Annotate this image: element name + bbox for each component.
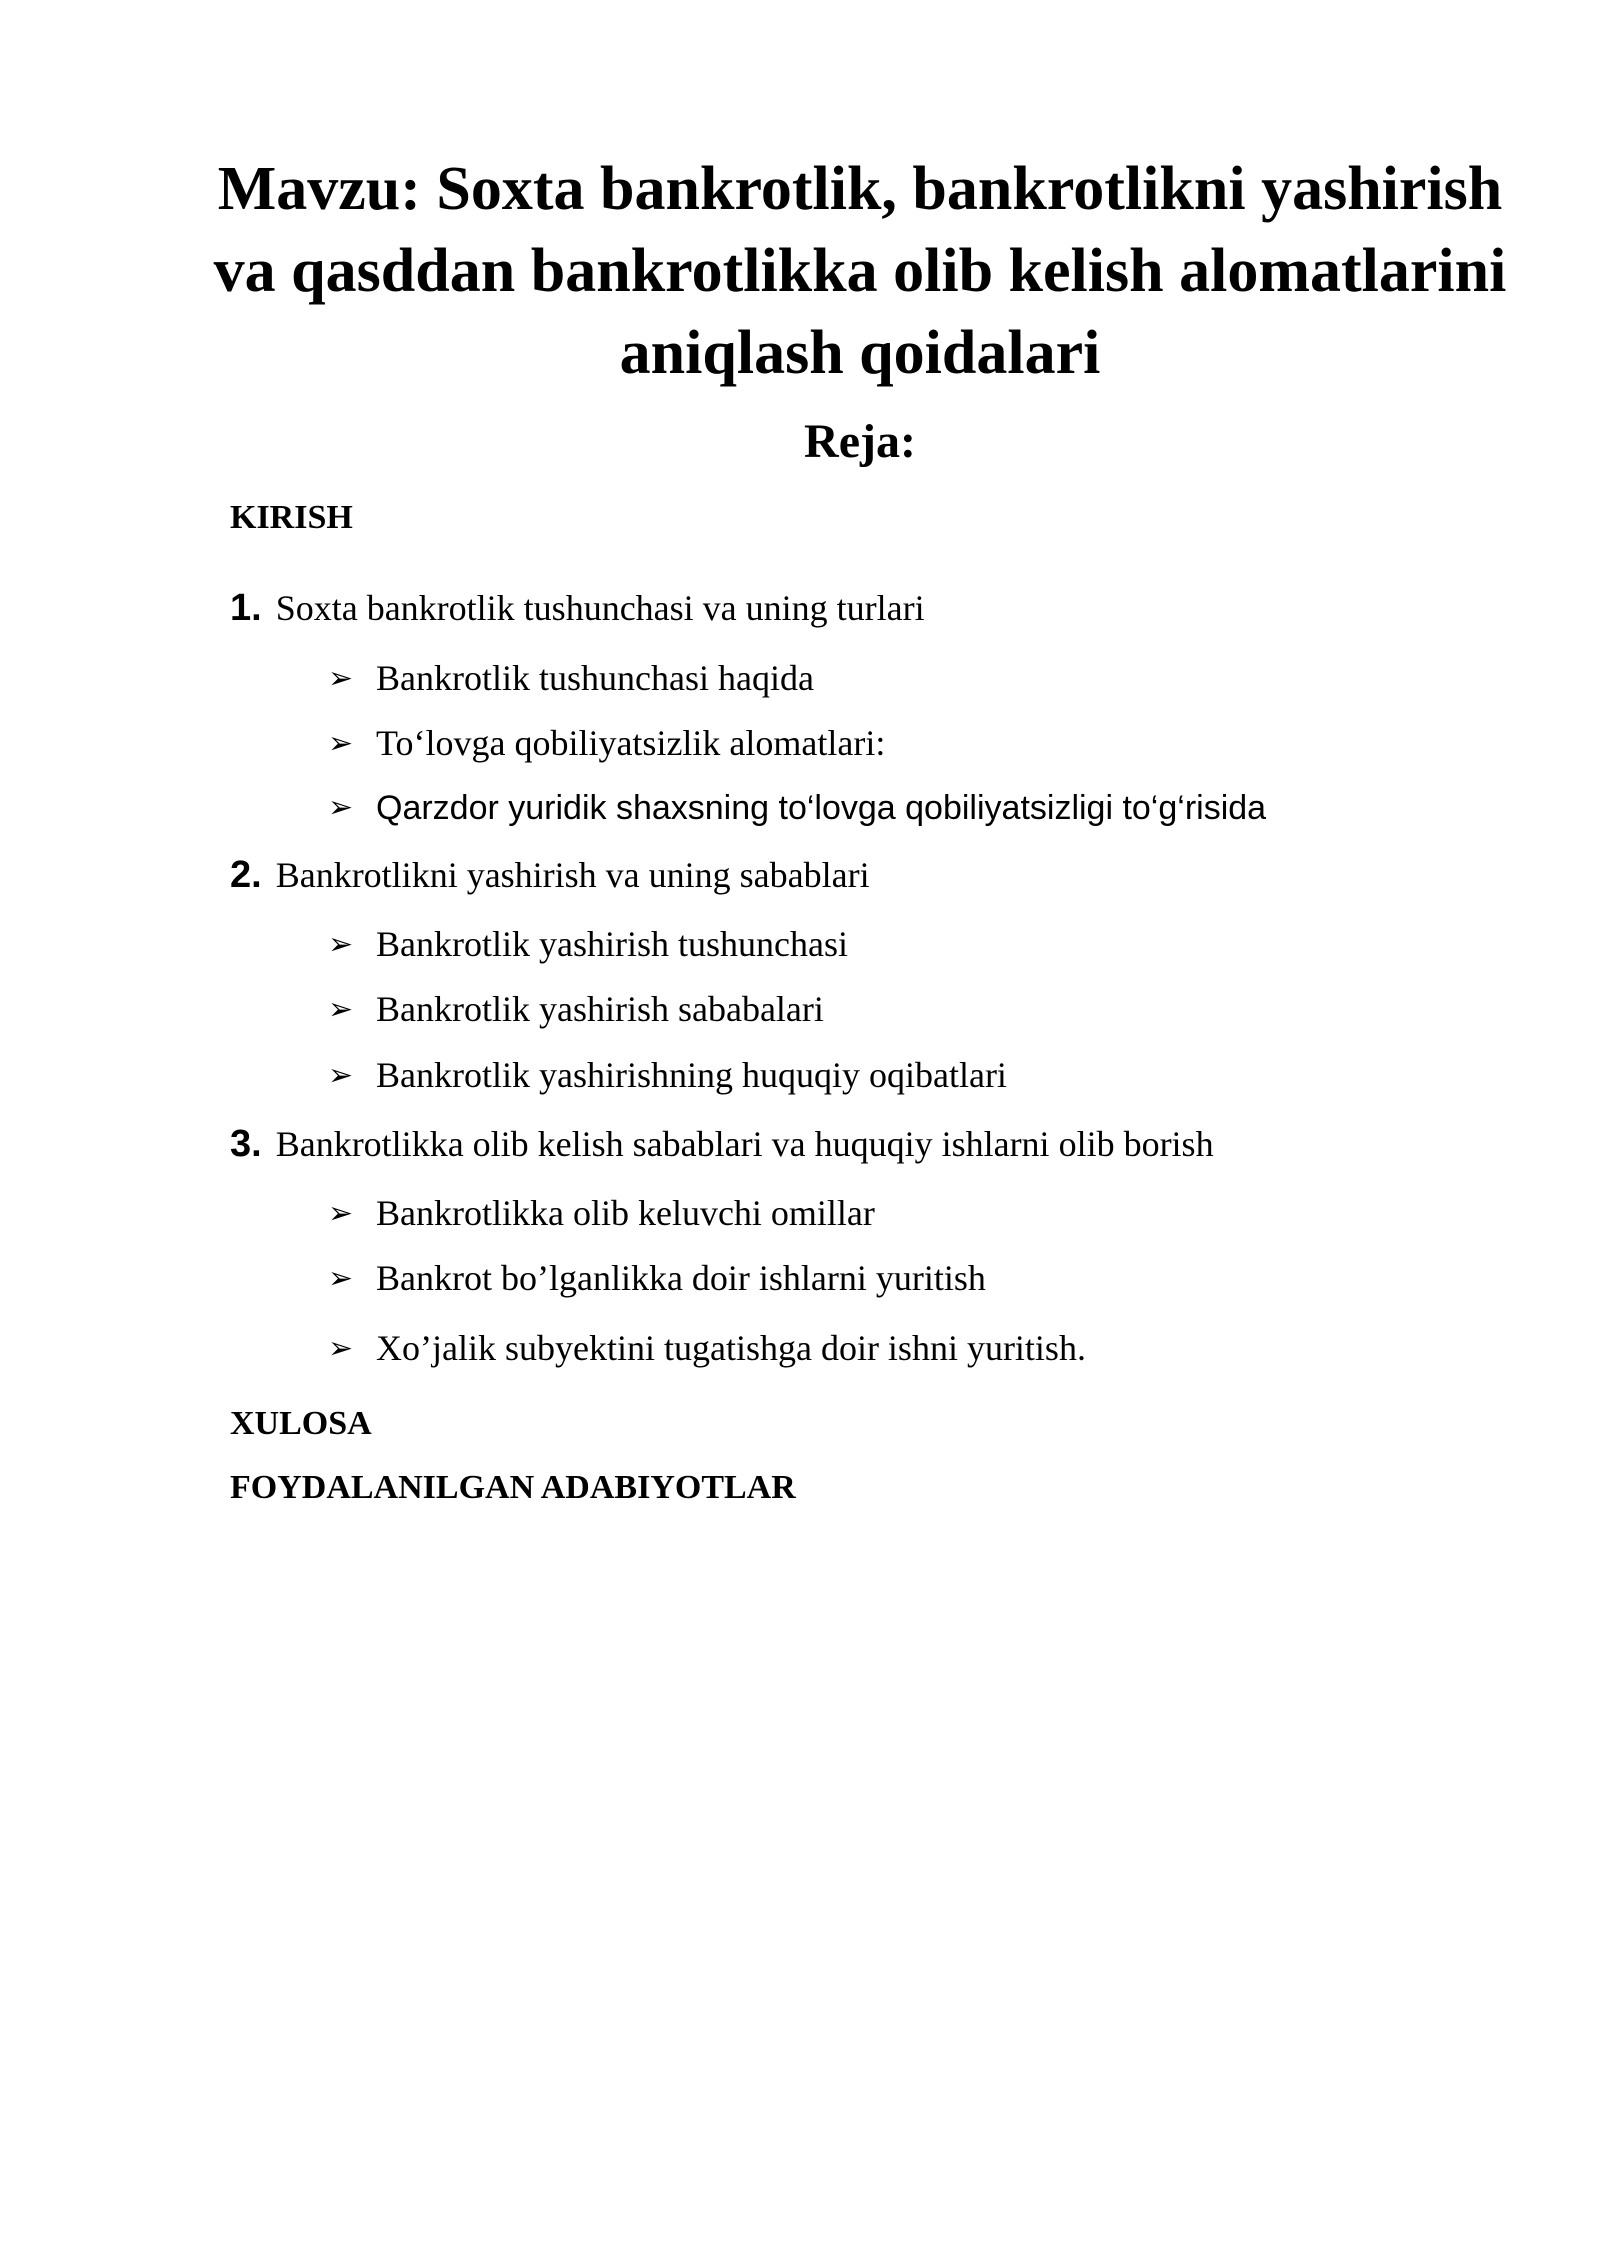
section-3-item-2 [328,1256,986,1301]
section-2-item-3 [328,1053,1007,1098]
section-1-item-2 [328,721,885,766]
arrow-bullet-icon: ➢ [328,1261,354,1296]
arrow-bullet-icon: ➢ [328,1058,354,1093]
item-text: Bankrotlik tushunchasi haqida [376,658,814,698]
section-2-number: 2. [230,854,262,896]
section-1-number: 1. [230,587,262,629]
item-text: Bankrot bo’lganlikka doir ishlarni yuritish [376,1258,986,1298]
section-1-item-3 [328,785,1266,830]
item-text: To‘lovga qobiliyatsizlik alomatlari: [376,723,886,763]
item-text: Qarzdor yuridik shaxsning to‘lovga qobiliyatsizligi to‘g‘risida [376,789,1267,827]
arrow-bullet-icon: ➢ [328,1331,354,1366]
document-title: Mavzu: Soxta bankrotlik, bankrotlikni yashirish va qasddan bankrotlikka olib kelish alomatlarini aniqlash qoidalari [213,155,1507,387]
arrow-bullet-icon: ➢ [328,1196,354,1231]
section-1 [230,586,925,630]
item-text: Xo’jalik subyektini tugatishga doir ishni yuritish. [376,1328,1086,1368]
section-2 [230,853,870,897]
section-3 [230,1122,1214,1166]
section-2-title: Bankrotlikni yashirish va uning sabablari [275,855,870,895]
item-text: Bankrotlik yashirish sababalari [376,989,824,1029]
plan-heading: Reja: [804,415,916,468]
conclusion-heading: XULOSA [230,1405,372,1442]
intro-heading: KIRISH [230,499,353,536]
section-1-item-1 [328,656,814,701]
section-2-item-2 [328,987,824,1032]
arrow-bullet-icon: ➢ [328,927,354,962]
section-3-title: Bankrotlikka olib kelish sabablari va huquqiy ishlarni olib borish [275,1124,1214,1164]
item-text: Bankrotlikka olib keluvchi omillar [376,1193,875,1233]
arrow-bullet-icon: ➢ [328,661,354,696]
item-text: Bankrotlik yashirish tushunchasi [376,924,848,964]
arrow-bullet-icon: ➢ [328,992,354,1027]
arrow-bullet-icon: ➢ [328,790,354,825]
section-3-number: 3. [230,1123,262,1165]
item-text: Bankrotlik yashirishning huquqiy oqibatlari [376,1055,1007,1095]
section-1-title: Soxta bankrotlik tushunchasi va uning turlari [275,588,925,628]
section-3-item-1 [328,1191,875,1236]
arrow-bullet-icon: ➢ [328,726,354,761]
references-heading: FOYDALANILGAN ADABIYOTLAR [230,1469,796,1506]
section-3-item-3 [328,1326,1086,1371]
section-2-item-1 [328,922,848,967]
